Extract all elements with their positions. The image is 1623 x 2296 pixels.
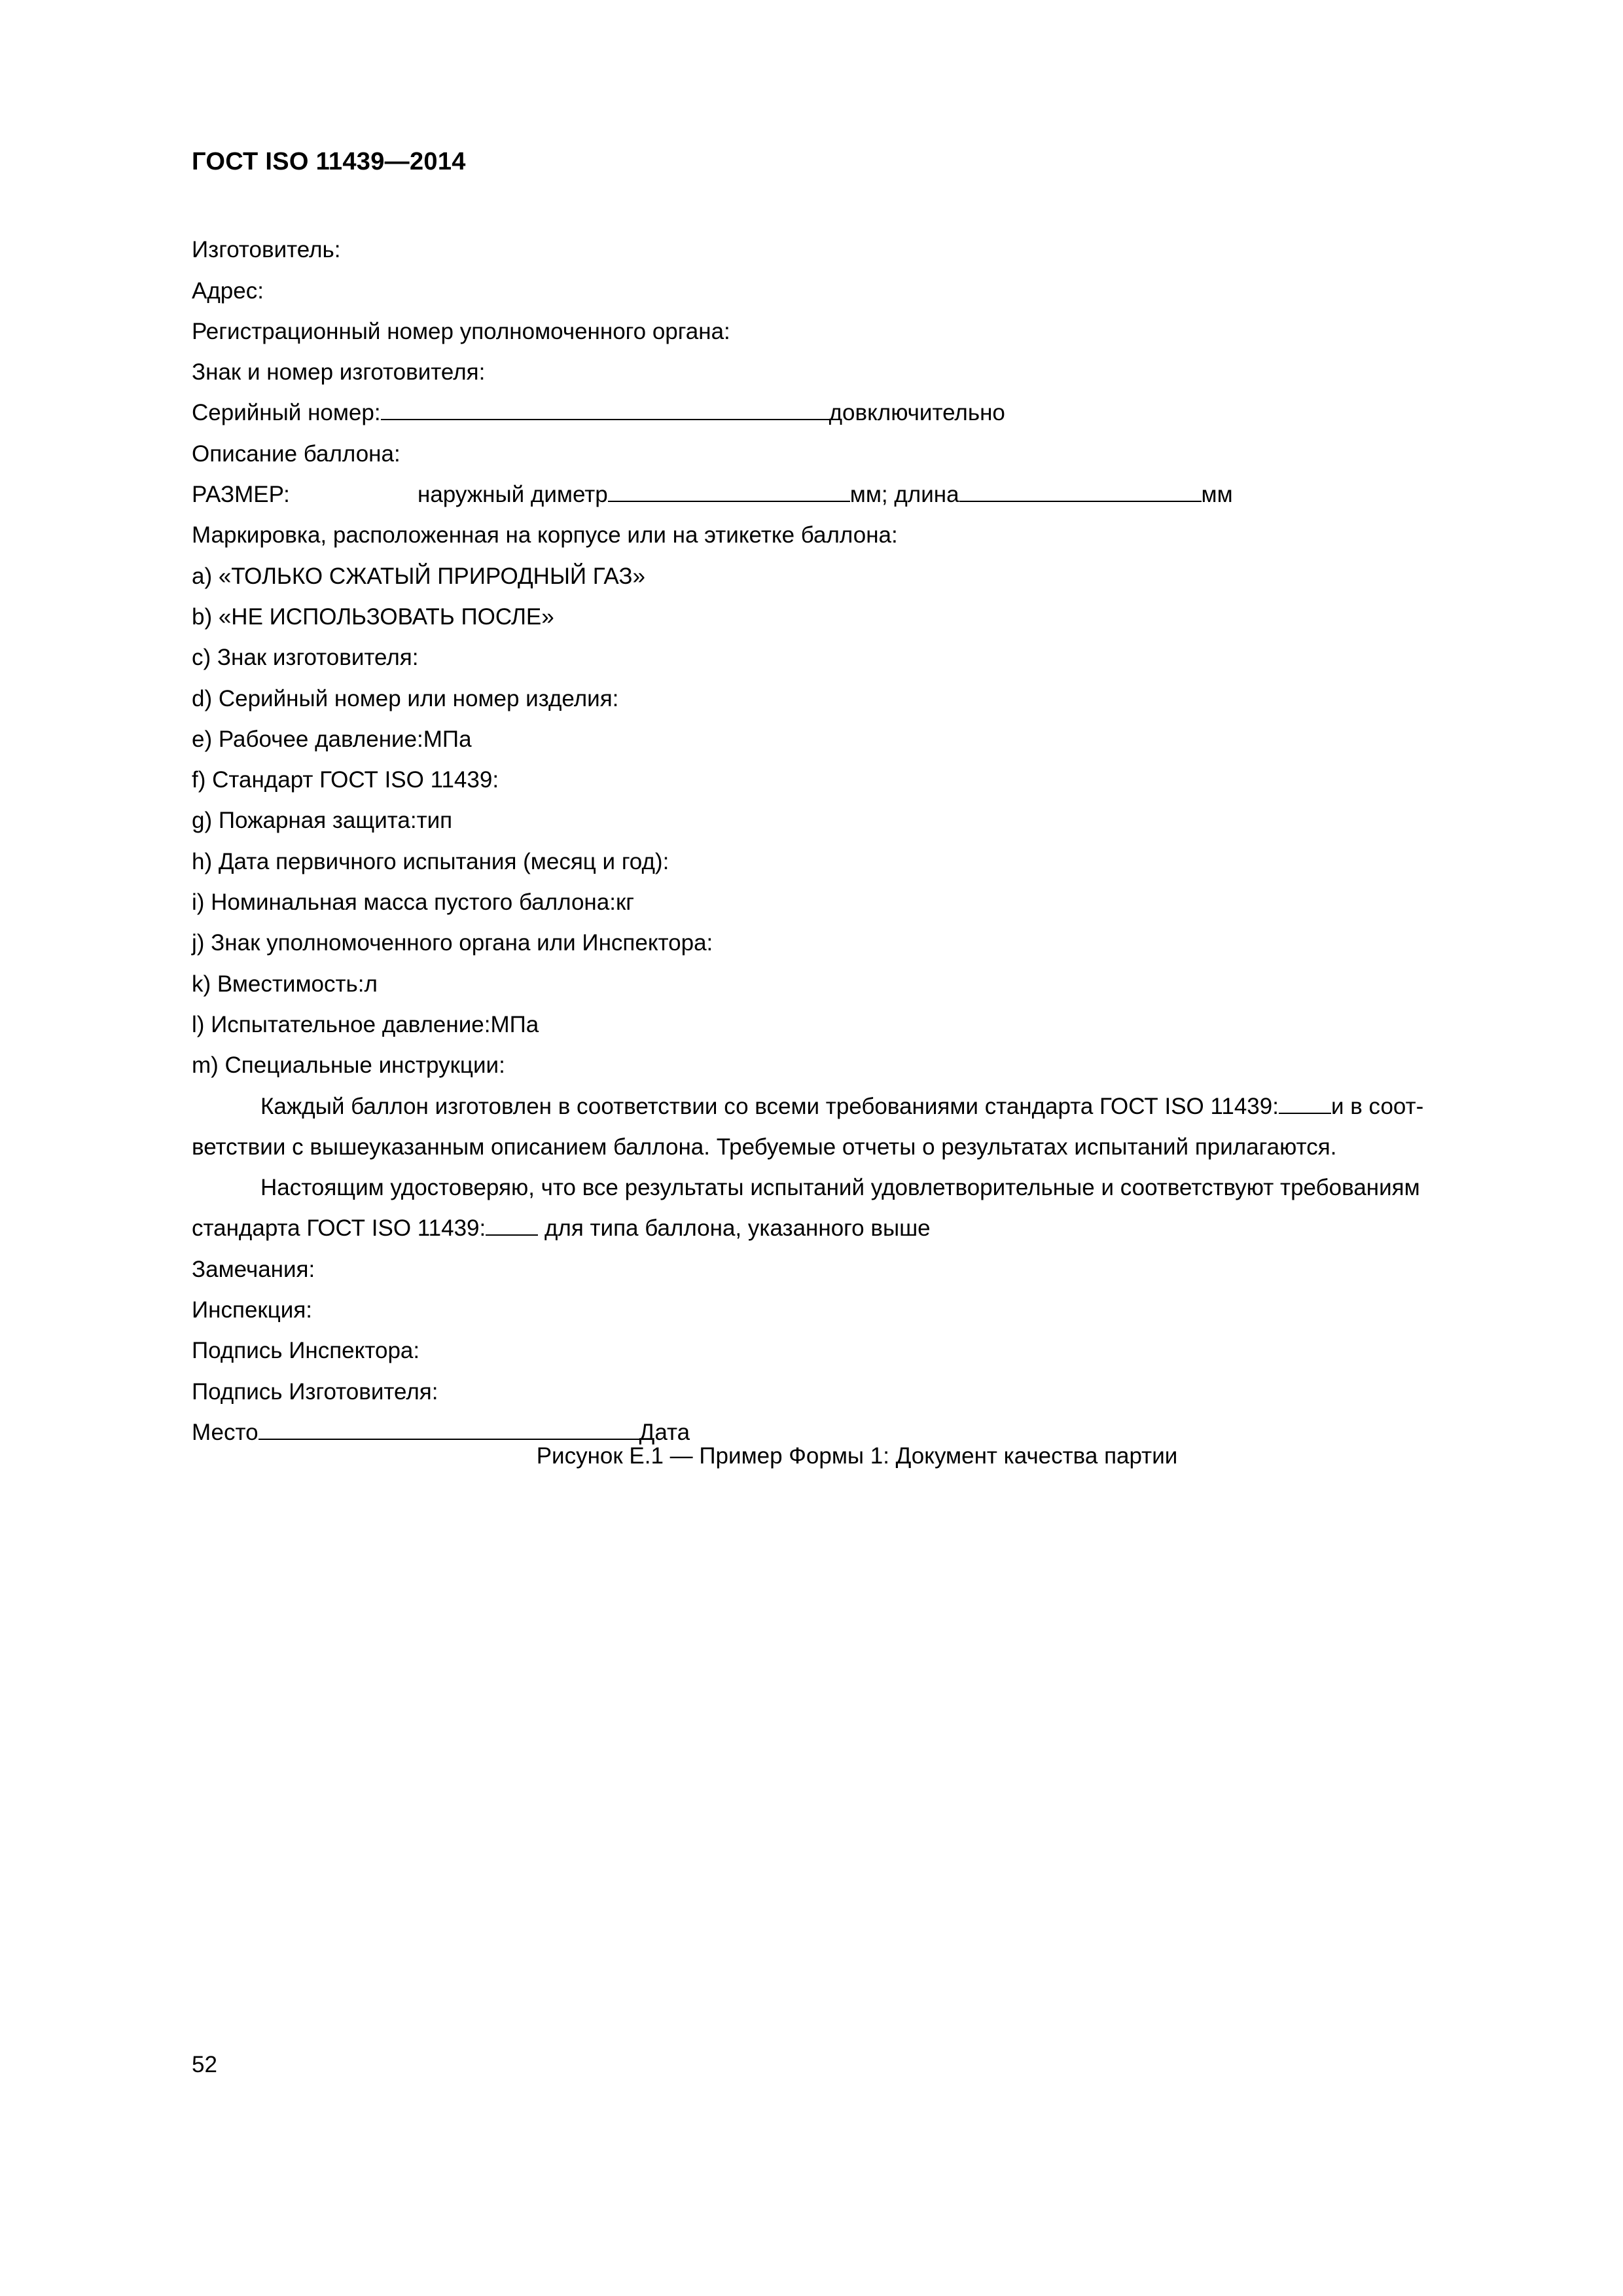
paragraph-1-text-c: ветствии с вышеуказанным описанием баллона. Требуемые отчеты о результатах испытаний прилагаются. [192, 1134, 1337, 1160]
marking-intro-text: Маркировка, расположенная на корпусе или на этикетке баллона: [192, 522, 898, 548]
paragraph-2-standard-field[interactable] [486, 1215, 538, 1236]
place-field[interactable] [259, 1419, 639, 1440]
page-number: 52 [192, 2052, 217, 2077]
item-j-row [192, 916, 1522, 956]
paragraph-1-text-a: Каждый баллон изготовлен в соответствии со всеми требованиями стандарта ГОСТ ISO 11439: [260, 1093, 1279, 1119]
place-label: Место [192, 1419, 259, 1445]
item-k-row [192, 956, 1514, 997]
item-i-label: i) Номинальная масса пустого баллона: [192, 889, 616, 916]
item-f-label: f) Стандарт ГОСТ ISO 11439: [192, 767, 499, 793]
paragraph-1-text-b: и в соот- [1330, 1093, 1424, 1119]
item-e-unit: МПа [423, 726, 472, 752]
item-i-row [192, 875, 1522, 916]
length-unit: мм [1201, 482, 1233, 508]
item-h-label: h) Дата первичного испытания (месяц и год): [192, 848, 669, 874]
item-l-row [192, 997, 1522, 1038]
inspector-signature-row [192, 1323, 1504, 1364]
item-m-label: m) Специальные инструкции: [192, 1052, 505, 1079]
item-l-label: l) Испытательное давление: [192, 1011, 491, 1037]
serial-label: Серийный номер: [192, 400, 381, 426]
item-g-unit: тип [416, 808, 453, 834]
place-date-row [192, 1405, 1514, 1446]
item-l-unit: МПа [490, 1011, 539, 1037]
remarks-row [192, 1242, 1522, 1282]
address-row [192, 263, 1522, 304]
item-c-label: с) Знак изготовителя: [192, 645, 419, 671]
address-label: Адрес: [192, 278, 264, 304]
paragraph-2-line-2 [192, 1201, 1522, 1242]
mark-number-row [192, 345, 1522, 386]
paragraph-2-line-1 [192, 1160, 1522, 1201]
paragraph-2-text-c: для типа баллона, указанного выше [538, 1215, 931, 1242]
item-g-label: g) Пожарная защита: [192, 808, 417, 834]
manufacturer-signature-label: Подпись Изготовителя: [192, 1378, 438, 1405]
remarks-label: Замечания: [192, 1256, 315, 1282]
item-g-row [192, 793, 1522, 834]
item-b-row [192, 590, 1522, 630]
inspection-label: Инспекция: [192, 1297, 312, 1323]
serial-inclusive-label: включительно [855, 400, 1005, 426]
length-label: мм; длина [849, 482, 959, 508]
manufacturer-signature-row [192, 1364, 1522, 1405]
figure-caption: Рисунок Е.1 — Пример Формы 1: Документ качества партии [536, 1443, 1178, 1469]
size-row [192, 467, 1522, 508]
serial-from-field[interactable] [381, 399, 829, 420]
item-e-label: е) Рабочее давление: [192, 726, 423, 752]
mark-number-label: Знак и номер изготовителя: [192, 359, 486, 386]
paragraph-2-text-b: стандарта ГОСТ ISO 11439: [192, 1215, 486, 1242]
item-a-label: а) «ТОЛЬКО СЖАТЫЙ ПРИРОДНЫЙ ГАЗ» [192, 563, 645, 589]
reg-number-row [192, 304, 1522, 345]
item-c-row [192, 630, 1517, 671]
item-j-label: j) Знак уполномоченного органа или Инспектора: [192, 930, 720, 956]
manufacturer-label: Изготовитель: [192, 237, 341, 263]
paragraph-1-line-1 [192, 1079, 1522, 1119]
item-h-row [192, 834, 1522, 874]
document-header: ГОСТ ISO 11439—2014 [192, 148, 466, 175]
date-label: Дата [639, 1419, 696, 1445]
size-label: РАЗМЕР: [192, 482, 290, 508]
reg-number-label: Регистрационный номер уполномоченного органа: [192, 318, 730, 344]
length-field[interactable] [959, 481, 1202, 502]
item-f-row [192, 753, 1519, 793]
serial-to-label: до [829, 400, 855, 426]
paragraph-1-line-2 [192, 1120, 1522, 1160]
item-d-label: d) Серийный номер или номер изделия: [192, 685, 619, 711]
outer-diameter-label: наружный диметр [418, 482, 608, 508]
inspection-row [192, 1283, 1522, 1323]
serial-row [192, 386, 1514, 426]
paragraph-1-standard-field[interactable] [1279, 1093, 1331, 1114]
item-k-unit: л [364, 971, 378, 997]
paragraph-2-text-a: Настоящим удостоверяю, что все результаты испытаний удовлетворительные и соответствуют требованиям [260, 1175, 1420, 1201]
manufacturer-row [192, 223, 1522, 263]
inspector-signature-label: Подпись Инспектора: [192, 1338, 420, 1364]
item-d-row [192, 671, 1517, 711]
item-i-unit: кг [615, 889, 635, 916]
quality-form [192, 223, 1522, 1446]
description-row [192, 426, 1522, 467]
item-e-row [192, 712, 1517, 753]
description-label: Описание баллона: [192, 440, 401, 467]
outer-diameter-field[interactable] [608, 481, 850, 502]
marking-intro-row [192, 508, 1522, 548]
item-k-label: k) Вместимость: [192, 971, 365, 997]
item-m-row [192, 1038, 1522, 1079]
item-a-row [192, 548, 1522, 589]
item-b-label: b) «НЕ ИСПОЛЬЗОВАТЬ ПОСЛЕ» [192, 603, 554, 630]
